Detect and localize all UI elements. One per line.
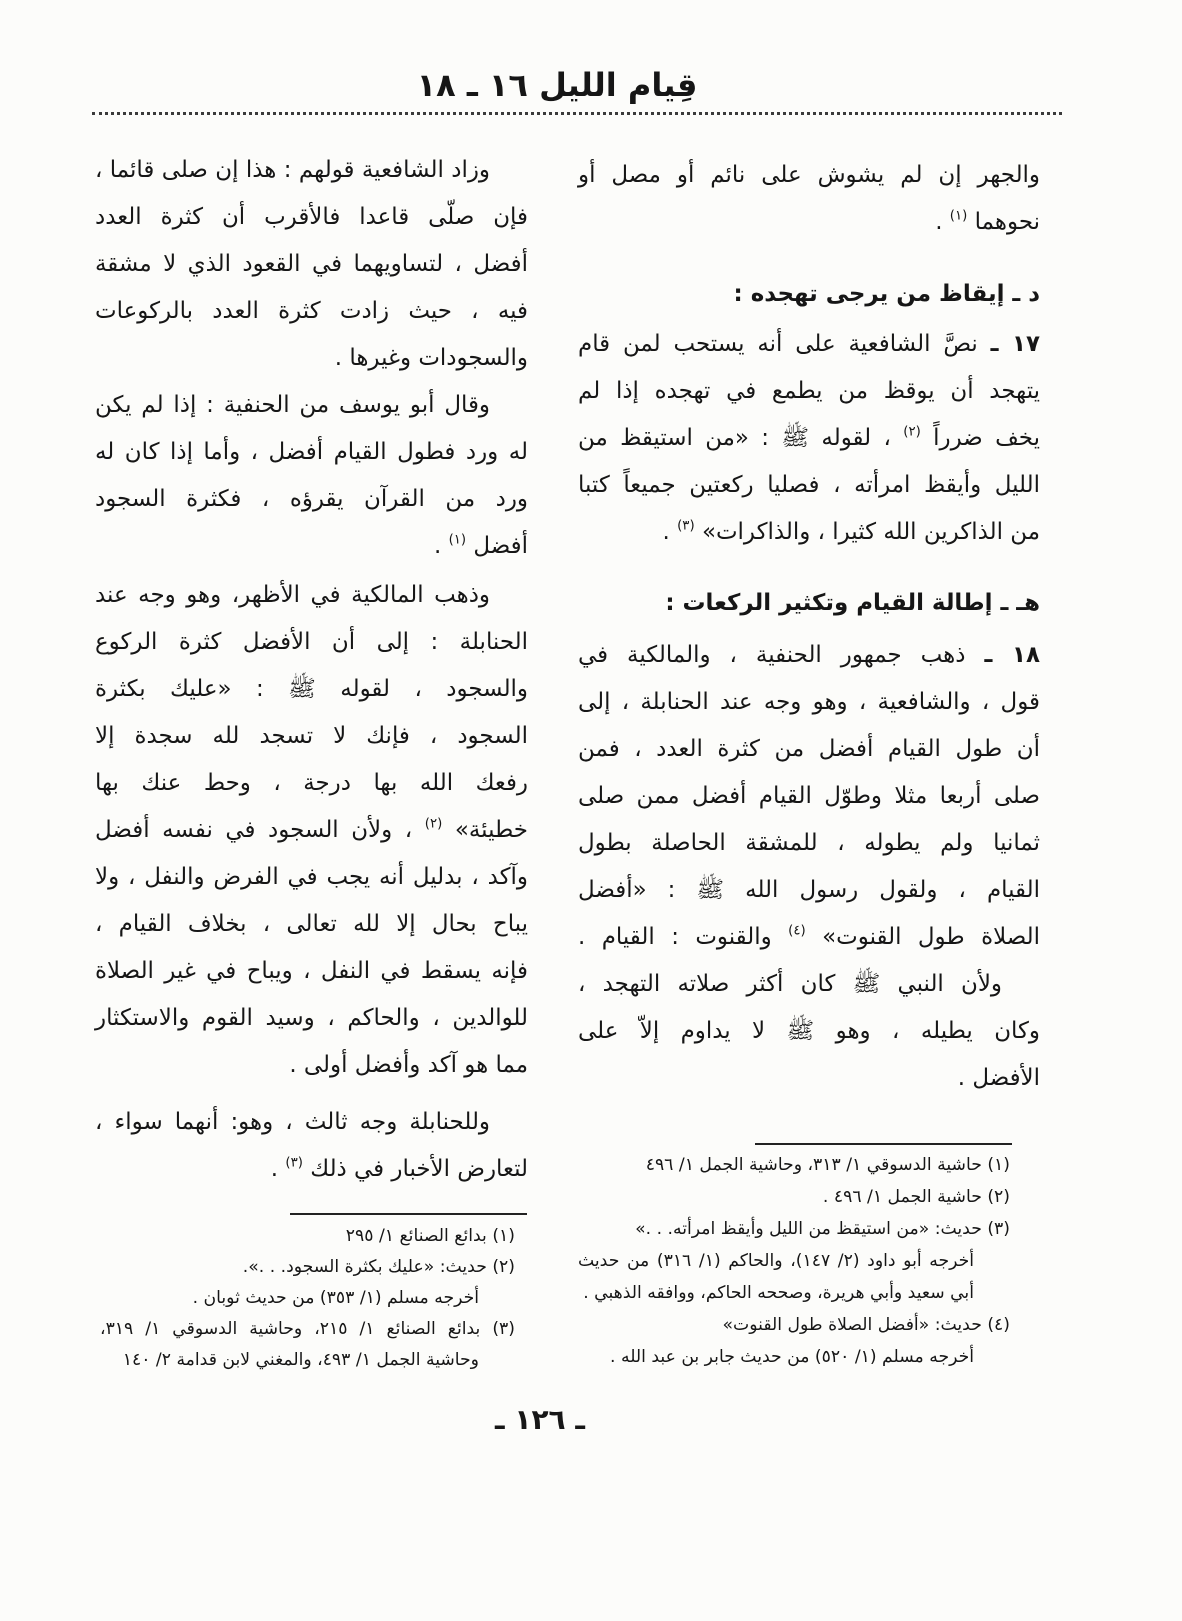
line-text: الصلاة طول القنوت» bbox=[822, 924, 1040, 950]
text-line: صلى أربعا مثلا وطوّل القيام أفضل ممن صلى bbox=[578, 783, 1040, 809]
page-number: ـ ١٢٦ ـ bbox=[495, 1403, 585, 1436]
page-title: قِيام الليل ١٦ ـ ١٨ bbox=[416, 66, 698, 104]
text-line bbox=[578, 199, 1040, 246]
paragraph-raising-voice bbox=[578, 152, 1040, 246]
text-line: والجهر إن لم يشوش على نائم أو مصل أو bbox=[578, 162, 1040, 188]
text-line bbox=[578, 632, 1040, 679]
line-text: . bbox=[270, 1156, 279, 1182]
line-text: . bbox=[433, 533, 442, 559]
text-line: ورد من القرآن يقرؤه ، فكثرة السجود bbox=[95, 486, 528, 512]
right-footnotes bbox=[578, 1149, 1010, 1373]
footnote-rule bbox=[290, 1213, 527, 1215]
paragraph-shafii-addition bbox=[95, 147, 528, 382]
footnote bbox=[100, 1221, 515, 1252]
text-line: وذهب المالكية في الأظهر، وهو وجه عند bbox=[95, 582, 490, 608]
footnote-ref: (٣) bbox=[285, 1155, 303, 1171]
text-line: له ورد فطول القيام أفضل ، وأما إذا كان له bbox=[95, 439, 528, 465]
text-line: فيه ، حيث زادت كثرة العدد بالركوعات bbox=[95, 298, 528, 324]
text-line: الحنابلة : إلى أن الأفضل كثرة الركوع bbox=[95, 629, 528, 655]
footnote-rule bbox=[755, 1143, 1012, 1145]
line-text: يخف ضرراً bbox=[933, 425, 1040, 451]
footnote bbox=[100, 1252, 515, 1283]
text-line bbox=[578, 321, 1040, 368]
line-text: ذهب جمهور الحنفية ، والمالكية في bbox=[578, 642, 966, 668]
left-column bbox=[95, 147, 528, 1193]
text-line bbox=[578, 914, 1040, 961]
footnote-text: حاشية الدسوقي ١/ ٣١٣، وحاشية الجمل ١/ ٤٩٦ bbox=[645, 1155, 982, 1175]
text-line: للوالدين ، والحاكم ، وسيد القوم والاستكثار bbox=[95, 1005, 528, 1031]
footnote-number: (١) bbox=[492, 1226, 515, 1246]
paragraph-abu-yusuf bbox=[95, 382, 528, 570]
line-text: . bbox=[662, 519, 670, 545]
footnote-text: أبي سعيد وأبي هريرة، وصححه الحاكم، ووافقه الذهبي . bbox=[583, 1283, 974, 1303]
section-heading: هـ ـ إطالة القيام وتكثير الركعات : bbox=[665, 590, 1040, 616]
footnote-text: أخرجه مسلم (١/ ٥٢٠) من حديث جابر بن عبد الله . bbox=[610, 1347, 974, 1367]
line-text: ، ولأن السجود في نفسه أفضل bbox=[95, 817, 413, 843]
footnote-ref: (١) bbox=[949, 208, 968, 224]
text-line: الليل وأيقظ امرأته ، فصليا ركعتين جميعاً كتبا bbox=[578, 472, 1040, 498]
footnote-text: وحاشية الجمل ١/ ٤٩٣، والمغني لابن قدامة ٢/ ١٤٠ bbox=[122, 1350, 479, 1370]
footnote-ref: (٤) bbox=[788, 923, 806, 939]
footnote-text: أخرجه أبو داود (٢/ ١٤٧)، والحاكم (١/ ٣١٦) من حديث bbox=[578, 1251, 975, 1271]
footnote-text: حاشية الجمل ١/ ٤٩٦ . bbox=[822, 1187, 982, 1207]
text-line: والسجود ، لقوله ﷺ : «عليك بكثرة bbox=[95, 676, 528, 702]
footnote-text: حديث: «عليك بكثرة السجود. . .». bbox=[242, 1257, 487, 1277]
text-line: يتهجد أن يوقظ من يطمع في تهجده إذا لم bbox=[578, 378, 1040, 404]
paragraph-18 bbox=[578, 632, 1040, 961]
footnote bbox=[578, 1309, 1010, 1341]
footnote-ref: (٢) bbox=[903, 424, 921, 440]
text-line: فإنه يسقط في النفل ، ويباح في غير الصلاة bbox=[95, 958, 528, 984]
line-text: والقنوت : القيام . bbox=[578, 924, 772, 950]
text-line: أفضل ، لتساويهما في القعود الذي لا مشقة bbox=[95, 251, 528, 277]
footnote bbox=[578, 1213, 1010, 1245]
line-text: ، لقوله ﷺ : «من استيقظ من bbox=[578, 425, 891, 451]
footnote-text: أخرجه مسلم (١/ ٣٥٣) من حديث ثوبان . bbox=[192, 1288, 479, 1308]
text-line: رفعك الله بها درجة ، وحط عنك بها bbox=[95, 770, 528, 796]
text-line: قول ، والشافعية ، وهو وجه عند الحنابلة ، إلى bbox=[578, 689, 1040, 715]
text-line bbox=[578, 415, 1040, 462]
footnote-text: بدائع الصنائع ١/ ٢٩٥ bbox=[345, 1226, 487, 1246]
footnote bbox=[100, 1314, 515, 1345]
text-line bbox=[95, 523, 528, 570]
header-dotted-rule bbox=[92, 112, 1062, 115]
text-line: القيام ، ولقول رسول الله ﷺ : «أفضل bbox=[578, 877, 1040, 903]
footnote-number: (١) bbox=[987, 1155, 1010, 1175]
footnote-ref: (٣) bbox=[677, 518, 695, 534]
text-line: فإن صلّى قاعدا فالأقرب أن كثرة العدد bbox=[95, 204, 528, 230]
footnote-text: بدائع الصنائع ١/ ٢١٥، وحاشية الدسوقي ١/ ٣١٩، bbox=[100, 1319, 481, 1339]
footnote-number: (٢) bbox=[492, 1257, 515, 1277]
left-footnotes bbox=[100, 1221, 515, 1376]
line-text: نحوهما bbox=[974, 209, 1040, 235]
footnote bbox=[578, 1181, 1010, 1213]
text-line: وآكد ، بدليل أنه يجب في الفرض والنفل ، ولا bbox=[95, 864, 528, 890]
text-line: يباح بحال إلا لله تعالى ، بخلاف القيام ، bbox=[95, 911, 528, 937]
line-text: أفضل bbox=[473, 533, 528, 559]
footnote bbox=[578, 1149, 1010, 1181]
footnote-number: (٣) bbox=[492, 1319, 516, 1339]
text-line: وزاد الشافعية قولهم : هذا إن صلى قائما ، bbox=[95, 157, 490, 183]
footnote-number: (٣) bbox=[987, 1219, 1010, 1239]
paragraph-hanbali-third bbox=[95, 1099, 528, 1193]
text-line: وكان يطيله ، وهو ﷺ لا يداوم إلاّ على bbox=[578, 1018, 1040, 1044]
paragraph-number: ١٨ ـ bbox=[984, 642, 1040, 668]
paragraph-17 bbox=[578, 321, 1040, 556]
footnote-number: (٢) bbox=[987, 1187, 1010, 1207]
footnote-ref: (٢) bbox=[424, 816, 443, 832]
text-line: وقال أبو يوسف من الحنفية : إذا لم يكن bbox=[95, 392, 490, 418]
text-line bbox=[578, 509, 1040, 556]
footnote-text: حديث: «من استيقظ من الليل وأيقظ امرأته. . .» bbox=[635, 1219, 982, 1239]
line-text: نصَّ الشافعية على أنه يستحب لمن قام bbox=[578, 331, 978, 357]
footnote-text: حديث: «أفضل الصلاة طول القنوت» bbox=[722, 1315, 982, 1335]
section-heading: د ـ إيقاظ من يرجى تهجده : bbox=[733, 281, 1040, 307]
paragraph-prophet-practice bbox=[578, 961, 1040, 1102]
text-line: وللحنابلة وجه ثالث ، وهو: أنهما سواء ، bbox=[95, 1109, 490, 1135]
text-line: والسجودات وغيرها . bbox=[334, 345, 528, 371]
line-text: لتعارض الأخبار في ذلك bbox=[310, 1156, 528, 1182]
text-line: أن طول القيام أفضل من كثرة العدد ، فمن bbox=[578, 736, 1040, 762]
text-line: مما هو آكد وأفضل أولى . bbox=[289, 1052, 528, 1078]
footnote-ref: (١) bbox=[448, 532, 467, 548]
footnote-number: (٤) bbox=[987, 1315, 1010, 1335]
text-line bbox=[95, 807, 528, 854]
text-line: السجود ، فإنك لا تسجد لله سجدة إلا bbox=[95, 723, 528, 749]
text-line bbox=[95, 1146, 528, 1193]
text-line: ثمانيا ولم يطوله ، للمشقة الحاصلة بطول bbox=[578, 830, 1040, 856]
line-text: . bbox=[935, 209, 943, 235]
text-line: الأفضل . bbox=[957, 1065, 1040, 1091]
paragraph-number: ١٧ ـ bbox=[990, 331, 1040, 357]
text-line: ولأن النبي ﷺ كان أكثر صلاته التهجد ، bbox=[578, 971, 1002, 997]
paragraph-maliki bbox=[95, 572, 528, 1089]
right-column bbox=[578, 152, 1040, 1102]
line-text: خطيئة» bbox=[454, 817, 528, 843]
line-text: من الذاكرين الله كثيرا ، والذاكرات» bbox=[701, 519, 1040, 545]
